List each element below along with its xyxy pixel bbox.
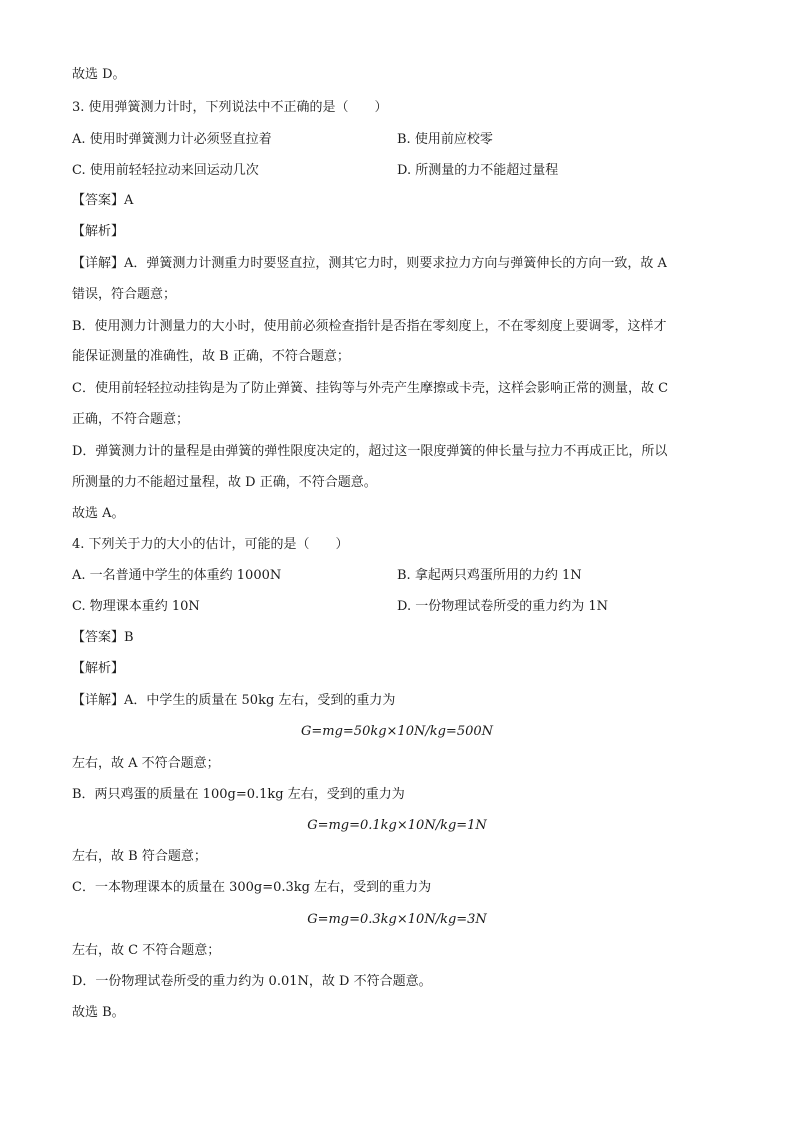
q3-option-b: B. 使用前应校零 (397, 132, 493, 147)
q3-detail-line: 【详解】A．弹簧测力计测重力时要竖直拉，测其它力时，则要求拉力方向与弹簧伸长的方向一致，故 A (72, 256, 667, 271)
q3-stem: 3. 使用弹簧测力计时，下列说法中不正确的是（ ） (72, 100, 388, 115)
q3-detail-line: 错误，符合题意； (72, 287, 177, 302)
q4-detail-a: 【详解】A．中学生的质量在 50kg 左右，受到的重力为 (72, 693, 396, 708)
q3-option-d: D. 所测量的力不能超过量程 (397, 163, 559, 178)
q4-formula-b: G=mg=0.1kg×10N/kg=1N (307, 818, 487, 833)
q2-conclusion: 故选 D。 (72, 67, 126, 82)
q4-stem: 4. 下列关于力的大小的估计，可能的是（ ） (72, 537, 349, 552)
q4-after-a: 左右，故 A 不符合题意； (72, 756, 220, 771)
q4-detail-b: B．两只鸡蛋的质量在 100g=0.1kg 左右，受到的重力为 (72, 787, 405, 802)
q4-option-a: A. 一名普通中学生的体重约 1000N (72, 568, 282, 583)
q3-conclusion: 故选 A。 (72, 506, 125, 521)
q4-detail-d: D．一份物理试卷所受的重力约为 0.01N，故 D 不符合题意。 (72, 974, 432, 989)
q3-analysis-label: 【解析】 (72, 224, 125, 239)
q4-formula-a: G=mg=50kg×10N/kg=500N (300, 724, 494, 739)
q3-detail-line: C．使用前轻轻拉动挂钩是为了防止弹簧、挂钩等与外壳产生摩擦或卡壳，这样会影响正常的测量，故 C (72, 381, 669, 396)
q3-answer: 【答案】A (72, 193, 134, 208)
q3-option-a: A. 使用时弹簧测力计必须竖直拉着 (72, 132, 272, 147)
q4-option-b: B. 拿起两只鸡蛋所用的力约 1N (397, 568, 582, 583)
q3-detail-line: 能保证测量的准确性，故 B 正确，不符合题意； (72, 349, 350, 364)
q4-conclusion: 故选 B。 (72, 1005, 125, 1020)
q3-detail-line: B．使用测力计测量力的大小时，使用前必须检查指针是否指在零刻度上，不在零刻度上要调零，这样才 (72, 319, 667, 334)
q4-formula-c: G=mg=0.3kg×10N/kg=3N (307, 912, 487, 927)
q4-option-d: D. 一份物理试卷所受的重力约为 1N (397, 599, 609, 614)
q3-detail-line: 所测量的力不能超过量程，故 D 正确，不符合题意。 (72, 475, 377, 490)
q4-answer: 【答案】B (72, 630, 134, 645)
q3-detail-line: 正确，不符合题意； (72, 412, 190, 427)
q4-after-b: 左右，故 B 符合题意； (72, 849, 207, 864)
q3-detail-line: D．弹簧测力计的量程是由弹簧的弹性限度决定的，超过这一限度弹簧的伸长量与拉力不再成正比，所以 (72, 444, 668, 459)
q4-option-c: C. 物理课本重约 10N (72, 599, 200, 614)
q3-option-c: C. 使用前轻轻拉动来回运动几次 (72, 163, 259, 178)
q4-after-c: 左右，故 C 不符合题意； (72, 943, 221, 958)
q4-detail-c: C．一本物理课本的质量在 300g=0.3kg 左右，受到的重力为 (72, 880, 432, 895)
q4-analysis-label: 【解析】 (72, 661, 125, 676)
